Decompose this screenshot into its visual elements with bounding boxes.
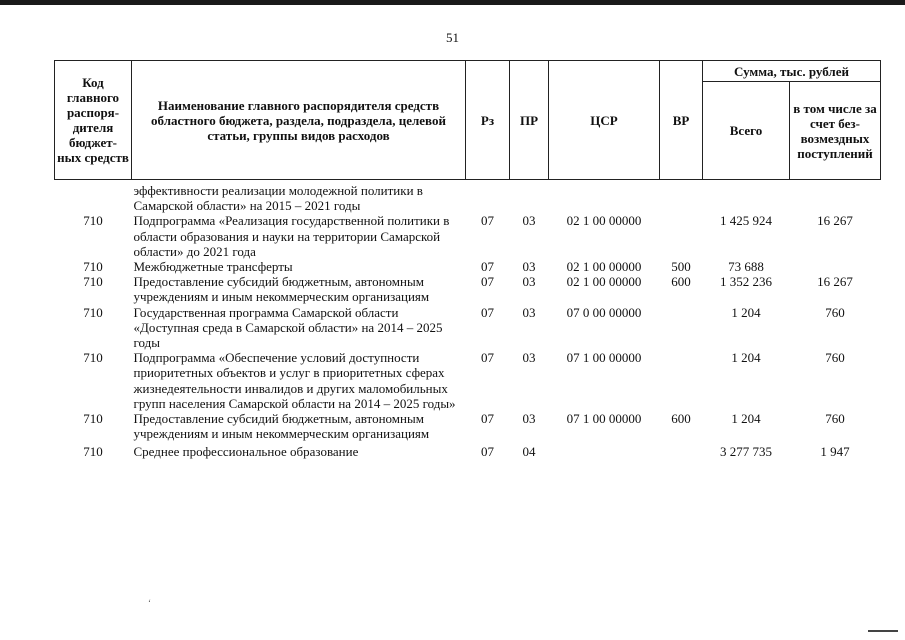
cell-csr: 07 1 00 00000 xyxy=(566,411,642,427)
cell-rz: 07 xyxy=(481,304,494,320)
header-rz: Рз xyxy=(466,61,510,180)
cell-csr xyxy=(549,180,660,214)
cell-rz: 07 xyxy=(481,274,494,290)
table-row xyxy=(55,305,881,351)
cell-code: 710 xyxy=(83,213,103,229)
cell-name: Государственная программа Самарской области «Доступная среда в Самарской области» на 2014 – 2025 годы xyxy=(133,304,443,351)
table-row xyxy=(55,274,881,304)
cell-total: 1 204 xyxy=(731,350,761,366)
table-row xyxy=(55,259,881,274)
table-row xyxy=(55,213,881,259)
cell-pr: 03 xyxy=(522,213,536,229)
cell-vr: 500 xyxy=(671,259,691,275)
cell-name: эффективности реализации молодежной политики в Самарской области» на 2015 – 2021 годы xyxy=(133,183,423,214)
table-row xyxy=(55,180,881,214)
cell-csr: 02 1 00 00000 xyxy=(566,274,642,290)
cell-code: 710 xyxy=(83,350,103,366)
cell-pr: 03 xyxy=(522,411,536,427)
cell-free xyxy=(790,259,881,274)
cell-rz: 07 xyxy=(481,213,494,229)
header-pr: ПР xyxy=(510,61,549,180)
budget-table xyxy=(54,60,881,460)
cell-code: 710 xyxy=(83,259,103,275)
scan-corner-mark xyxy=(868,630,898,632)
cell-vr: 600 xyxy=(671,411,691,427)
cell-total: 3 277 735 xyxy=(720,444,772,460)
cell-csr: 02 1 00 00000 xyxy=(566,259,642,275)
cell-code: 710 xyxy=(83,444,103,460)
cell-free: 760 xyxy=(825,411,845,427)
cell-vr xyxy=(660,305,703,351)
cell-rz xyxy=(466,180,510,214)
cell-pr: 03 xyxy=(522,304,536,320)
cell-csr: 07 0 00 00000 xyxy=(566,304,642,320)
cell-total: 73 688 xyxy=(728,259,764,275)
cell-pr: 03 xyxy=(522,259,536,275)
cell-total: 1 204 xyxy=(731,304,761,320)
header-csr: ЦСР xyxy=(549,61,660,180)
cell-total: 1 425 924 xyxy=(720,213,772,229)
cell-total: 1 204 xyxy=(731,411,761,427)
scan-speck: ‘ xyxy=(148,598,151,608)
cell-csr xyxy=(549,441,660,459)
cell-name: Среднее профессиональное образование xyxy=(133,444,359,460)
cell-rz: 07 xyxy=(481,350,494,366)
cell-free: 16 267 xyxy=(817,274,853,290)
cell-total: 1 352 236 xyxy=(720,274,772,290)
cell-pr: 04 xyxy=(522,444,536,460)
cell-vr xyxy=(660,441,703,459)
cell-free xyxy=(790,180,881,214)
cell-free: 16 267 xyxy=(817,213,853,229)
table-row xyxy=(55,411,881,441)
cell-code: 710 xyxy=(83,274,103,290)
cell-name: Предоставление субсидий бюджетным, автономным учреждениям и иным некоммерческим организациям xyxy=(133,411,430,442)
header-code: Код главного распоря-дителя бюджет-ных средств xyxy=(55,61,132,180)
cell-vr xyxy=(660,350,703,411)
cell-rz: 07 xyxy=(481,259,494,275)
cell-csr: 02 1 00 00000 xyxy=(566,213,642,229)
cell-code: 710 xyxy=(83,304,103,320)
page-number: 51 xyxy=(446,30,459,45)
cell-vr xyxy=(660,213,703,259)
cell-rz: 07 xyxy=(481,411,494,427)
cell-name: Подпрограмма «Обеспечение условий доступности приоритетных объектов и услуг в приоритетных сферах жизнедеятельности инвалидов и других маломобильных групп населения Самарской области на 2014 – 2025 годы» xyxy=(133,350,456,411)
cell-pr xyxy=(510,180,549,214)
cell-code: 710 xyxy=(83,411,103,427)
cell-total xyxy=(703,180,790,214)
cell-free: 760 xyxy=(825,304,845,320)
cell-name: Подпрограмма «Реализация государственной политики в области образования и науки на территории Самарской области» до 2021 года xyxy=(133,213,450,259)
cell-pr: 03 xyxy=(522,350,536,366)
table-row xyxy=(55,441,881,459)
header-total: Всего xyxy=(703,82,790,180)
cell-free: 760 xyxy=(825,350,845,366)
cell-csr: 07 1 00 00000 xyxy=(566,350,642,366)
cell-rz: 07 xyxy=(481,444,494,460)
cell-pr: 03 xyxy=(522,274,536,290)
cell-vr xyxy=(660,180,703,214)
cell-name: Предоставление субсидий бюджетным, автономным учреждениям и иным некоммерческим организациям xyxy=(133,274,430,305)
header-free: в том числе за счет без-возмездных поступлений xyxy=(790,82,881,180)
header-row-1 xyxy=(55,61,881,82)
cell-free: 1 947 xyxy=(820,444,850,460)
header-sum: Сумма, тыс. рублей xyxy=(703,61,881,82)
cell-code xyxy=(55,180,132,214)
header-name: Наименование главного распорядителя средств областного бюджета, раздела, подраздела, целевой статьи, группы видов расходов xyxy=(132,61,466,180)
cell-name: Межбюджетные трансферты xyxy=(133,259,293,275)
top-scan-border xyxy=(0,0,905,5)
header-vr: ВР xyxy=(660,61,703,180)
table-row xyxy=(55,350,881,411)
cell-vr: 600 xyxy=(671,274,691,290)
